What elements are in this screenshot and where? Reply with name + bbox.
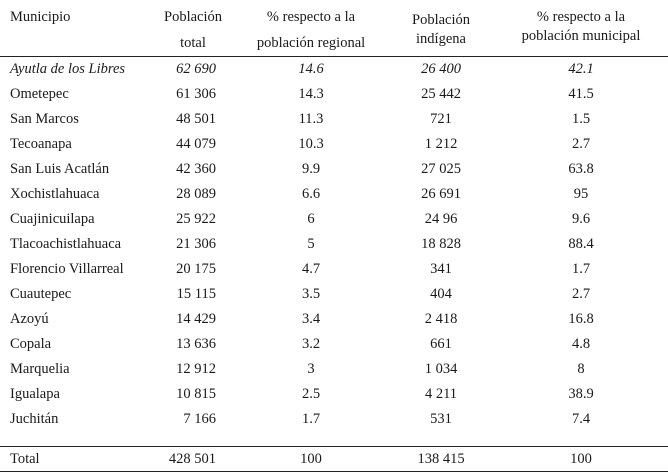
table-row: Copala 13 636 3.2 661 4.8: [0, 332, 668, 356]
cell-municipio: San Marcos: [10, 111, 79, 127]
table-row: Juchitán 7 166 1.7 531 7.4: [0, 407, 668, 431]
header-pct-municipal-line1: % respecto a la: [536, 9, 626, 25]
cell-municipio: Florencio Villarreal: [10, 261, 124, 277]
table-row: Tlacoachistlahuaca 21 306 5 18 828 88.4: [0, 232, 668, 256]
header-indigena-line2: indígena: [416, 31, 466, 47]
header-pct-regional-line1: % respecto a la: [266, 9, 356, 25]
cell-municipio: Cuajinicuilapa: [10, 211, 95, 227]
cell-municipio: San Luis Acatlán: [10, 161, 110, 177]
header-poblacion-line1: Población: [164, 9, 222, 25]
cell-municipio: Ayutla de los Libres: [10, 61, 126, 77]
cell-municipio: Marquelia: [10, 361, 70, 377]
cell-municipio: Cuautepec: [10, 286, 72, 302]
cell-municipio: Copala: [10, 336, 52, 352]
header-municipio: Municipio: [10, 9, 71, 25]
table-row: Florencio Villarreal 20 175 4.7 341 1.7: [0, 257, 668, 281]
table-row: Igualapa 10 815 2.5 4 211 38.9: [0, 382, 668, 406]
table-row: Azoyú 14 429 3.4 2 418 16.8: [0, 307, 668, 331]
table-row: San Luis Acatlán 42 360 9.9 27 025 63.8: [0, 157, 668, 181]
cell-municipio: Ometepec: [10, 86, 69, 102]
header-poblacion-line2: total: [180, 35, 206, 51]
header-indigena-line1: Población: [412, 12, 470, 28]
cell-municipio: Azoyú: [10, 311, 49, 327]
cell-municipio: Tlacoachistlahuaca: [10, 236, 122, 252]
table-row: San Marcos 48 501 11.3 721 1.5: [0, 107, 668, 131]
bottom-rule: [0, 471, 668, 472]
table-row: Cuajinicuilapa 25 922 6 24 96 9.6: [0, 207, 668, 231]
cell-municipio: Igualapa: [10, 386, 60, 402]
table-row: Tecoanapa 44 079 10.3 1 212 2.7: [0, 132, 668, 156]
table-row: Cuautepec 15 115 3.5 404 2.7: [0, 282, 668, 306]
total-row: Total 428 501 100 138 415 100: [0, 447, 668, 471]
cell-municipio: Tecoanapa: [10, 136, 72, 152]
table-row: Xochistlahuaca 28 089 6.6 26 691 95: [0, 182, 668, 206]
table-row: Ayutla de los Libres 62 690 14.6 26 400 42.1: [0, 57, 668, 81]
table-row: Ometepec 61 306 14.3 25 442 41.5: [0, 82, 668, 106]
cell-municipio: Total: [10, 451, 40, 467]
table-row: Marquelia 12 912 3 1 034 8: [0, 357, 668, 381]
total-divider: [0, 446, 668, 447]
header-pct-municipal-line2: población municipal: [521, 28, 641, 44]
cell-municipio: Juchitán: [10, 411, 59, 427]
header-pct-regional-line2: población regional: [256, 35, 366, 51]
cell-municipio: Xochistlahuaca: [10, 186, 100, 202]
